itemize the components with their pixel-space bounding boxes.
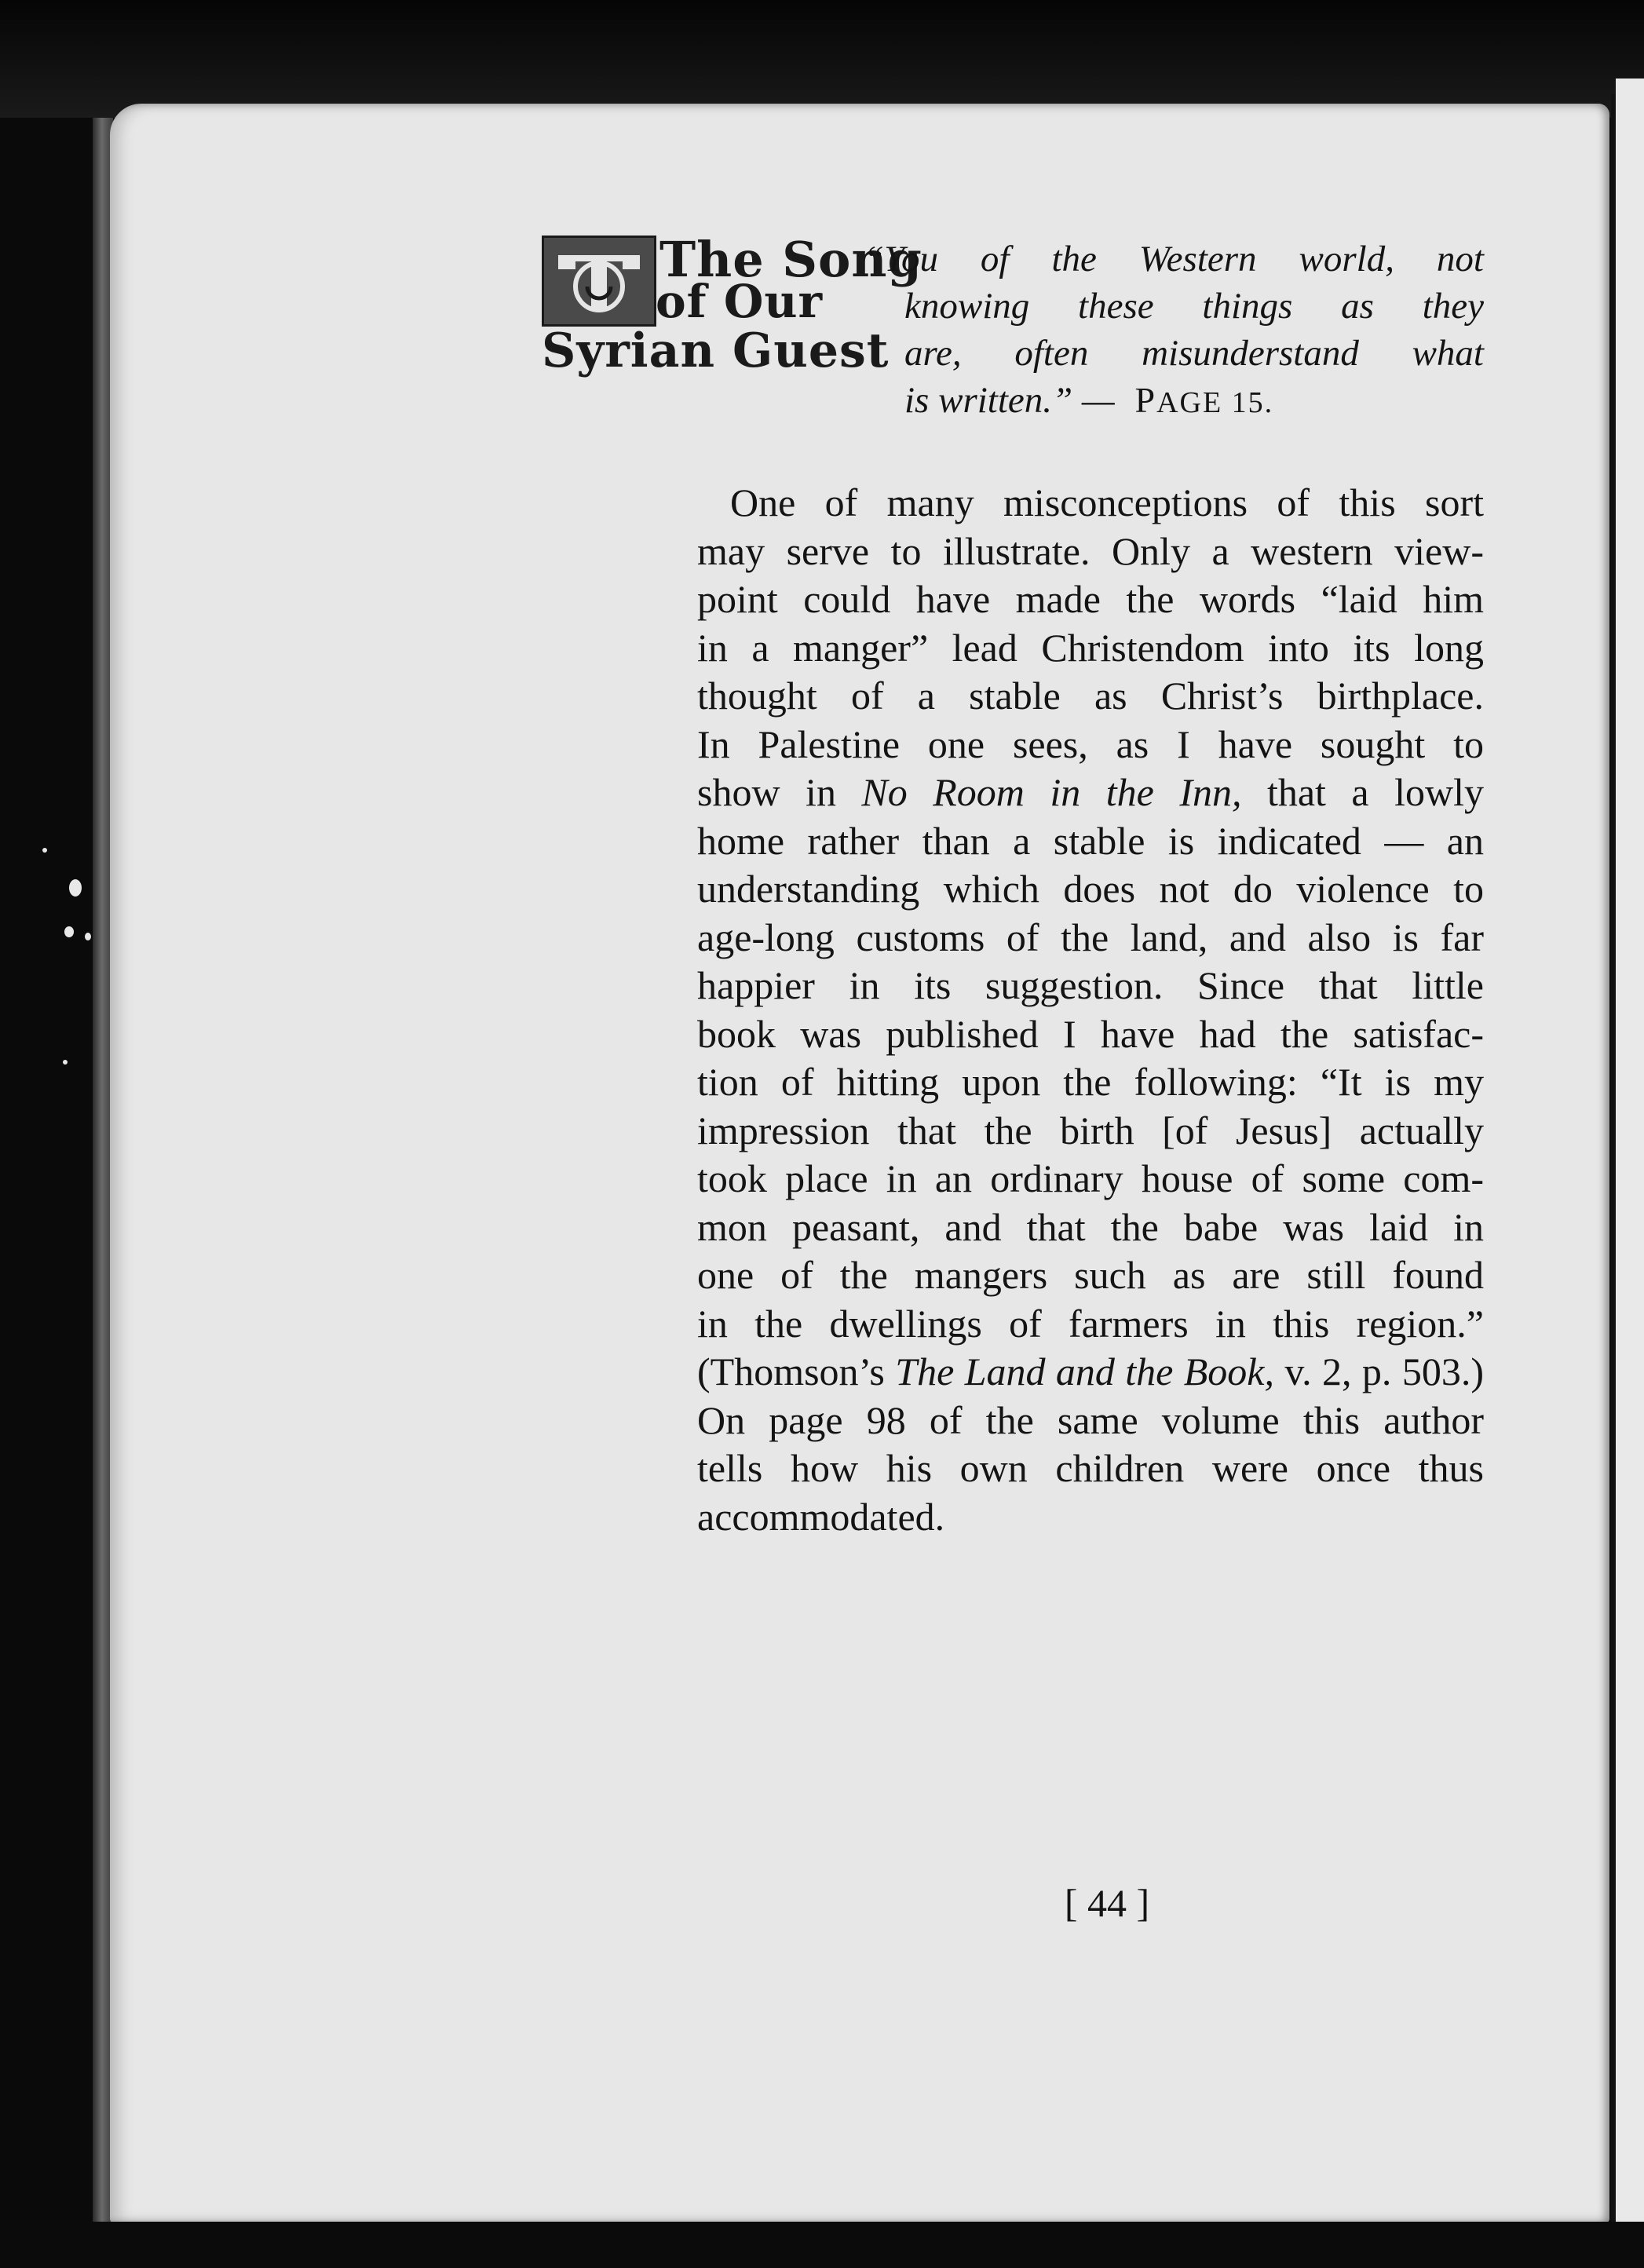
epigraph-line: are, often misunderstand what bbox=[904, 333, 1484, 374]
body-line: tells how his own children were once thus bbox=[697, 1446, 1484, 1490]
body-line: one of the mangers such as are still found bbox=[697, 1253, 1484, 1297]
body-line: tion of hitting upon the following: “It is my bbox=[697, 1060, 1484, 1104]
epigraph-line: is written.” bbox=[904, 380, 1073, 421]
body-line: in the dwellings of farmers in this region.” bbox=[697, 1301, 1484, 1346]
body-line: On page 98 of the same volume this author bbox=[697, 1397, 1484, 1442]
body-line-text: v. 2, p. 503.) bbox=[1274, 1349, 1484, 1393]
page-number: [ 44 ] bbox=[1064, 1881, 1150, 1925]
body-line: in a manger” lead Christendom into its long bbox=[697, 625, 1484, 670]
body-paragraph bbox=[697, 479, 1484, 1541]
body-line: took place in an ordinary house of some com- bbox=[697, 1156, 1484, 1200]
body-line: In Palestine one sees, as I have sought to bbox=[697, 721, 1484, 766]
body-line-with-title bbox=[697, 769, 1484, 817]
body-line: understanding which does not do violence to bbox=[697, 867, 1484, 911]
body-line-text: (Thomson’s bbox=[697, 1349, 896, 1393]
body-line-with-title bbox=[697, 1348, 1484, 1397]
epigraph-line: knowing these things as they bbox=[904, 286, 1484, 327]
book-title-italic: No Room in the Inn, bbox=[861, 770, 1242, 814]
body-line: accommodated. bbox=[697, 1494, 945, 1539]
book-title-logo bbox=[542, 231, 922, 378]
body-line: may serve to illustrate. Only a western view- bbox=[697, 528, 1484, 573]
scan-background-bottom bbox=[0, 2222, 1644, 2268]
logo-line-3: Syrian Guest bbox=[542, 323, 890, 378]
illuminated-initial-icon bbox=[542, 236, 656, 327]
body-line: book was published I have had the satisfac- bbox=[697, 1011, 1484, 1056]
body-line: mon peasant, and that the babe was laid in bbox=[697, 1204, 1484, 1249]
epigraph-quote bbox=[864, 236, 1484, 426]
body-line: age-long customs of the land, and also is far bbox=[697, 915, 1484, 959]
body-line: thought of a stable as Christ’s birthplace. bbox=[697, 674, 1484, 718]
logo-line-2: of Our bbox=[656, 275, 824, 328]
body-line-text: show in bbox=[697, 770, 862, 814]
epigraph-line-last bbox=[904, 377, 1484, 426]
epigraph-page-reference bbox=[1134, 380, 1274, 420]
body-line: home rather than a stable is indicated — an bbox=[697, 818, 1484, 863]
epigraph-dash: — bbox=[1072, 380, 1124, 421]
page-reference-cap: P bbox=[1134, 380, 1157, 420]
book-title-italic: The Land and the Book, bbox=[895, 1349, 1274, 1393]
body-line-text: that a lowly bbox=[1241, 770, 1484, 814]
body-line: happier in its suggestion. Since that little bbox=[697, 963, 1484, 1007]
body-line: impression that the birth [of Jesus] actually bbox=[697, 1108, 1484, 1152]
page-reference-rest: AGE 15. bbox=[1156, 386, 1274, 419]
logo-line-1: The Song bbox=[659, 231, 922, 288]
scan-background-top bbox=[0, 0, 1644, 118]
body-line: One of many misconceptions of this sort bbox=[730, 480, 1484, 524]
body-line: point could have made the words “laid him bbox=[697, 577, 1484, 621]
facing-page-edge bbox=[1616, 79, 1644, 2268]
epigraph-line: “You of the Western world, not bbox=[864, 239, 1484, 279]
